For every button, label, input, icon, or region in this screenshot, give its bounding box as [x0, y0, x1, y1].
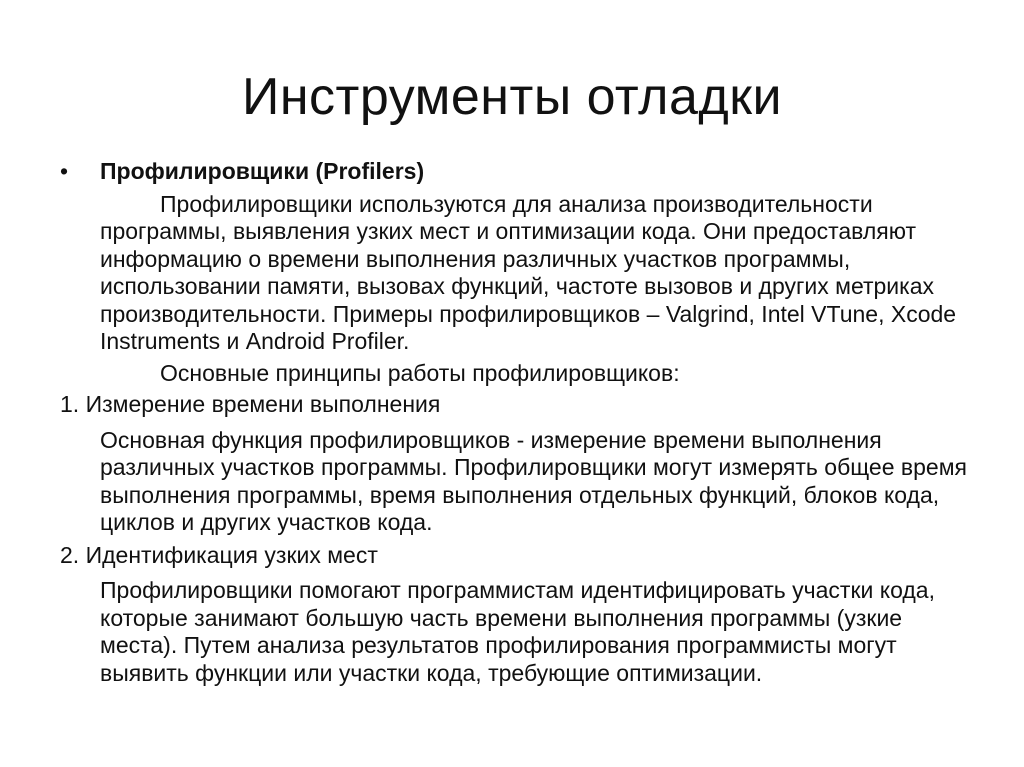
- principle-heading: 1. Измерение времени выполнения: [60, 391, 441, 417]
- principle-text: Основная функция профилировщиков - измерение времени выполнения различных участков программы. Профилировщики могут измерять общее время выполнения программы, время выполнения отдельных функций, блоков кода, циклов и других участков кода.: [100, 426, 967, 535]
- intro-paragraph: Профилировщики используются для анализа производительности программы, выявления узких мест и оптимизации кода. Они предоставляют информацию о времени выполнения различных участков программы, использовании памяти, вызовах функций, частоте вызовов и других метриках производительности. Примеры профилировщиков – Valgrind, Intel VTune, Xcode Instruments и Android Profiler.: [100, 190, 957, 354]
- principle-text: Профилировщики помогают программистам идентифицировать участки кода, которые занимают большую часть времени выполнения программы (узкие места). Путем анализа результатов профилирования программисты могут выявить функции или участки кода, требующие оптимизации.: [100, 577, 935, 686]
- principles-intro: Основные принципы работы профилировщиков:: [160, 359, 680, 386]
- bullet-item: [60, 158, 980, 186]
- slide-title: Инструменты отладки: [241, 68, 783, 126]
- bullet-dot-icon: •: [60, 158, 69, 184]
- bullet-heading: Профилировщики (Profilers): [100, 158, 425, 184]
- slide-content: [60, 158, 980, 692]
- principle-heading: 2. Идентификация узких мест: [60, 541, 378, 568]
